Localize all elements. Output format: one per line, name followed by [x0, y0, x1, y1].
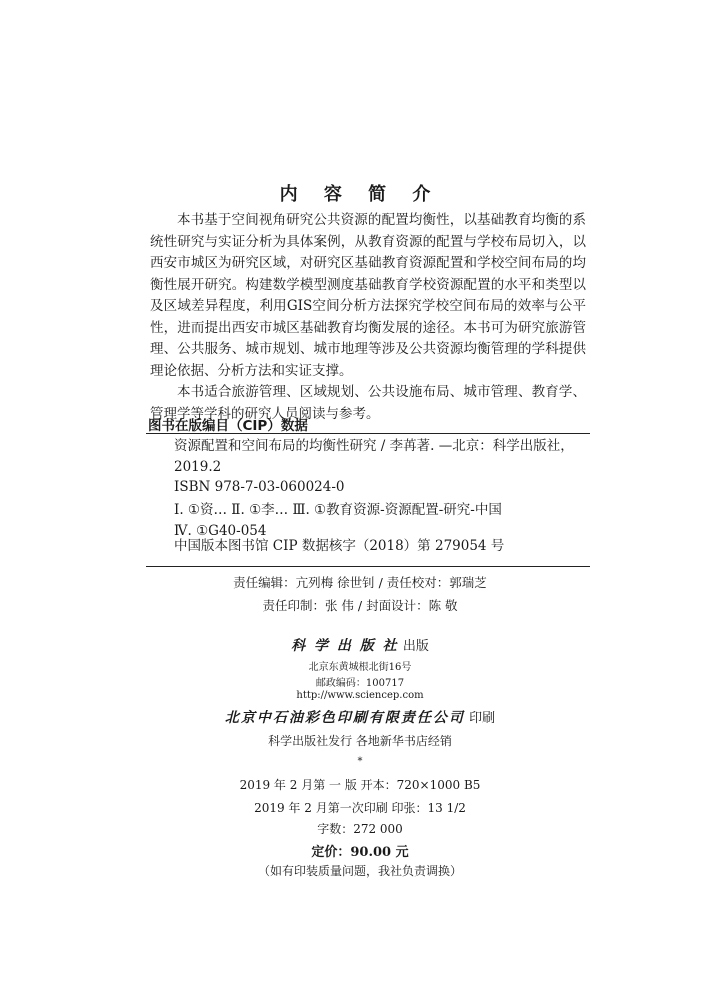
edition-line-1: 2019 年 2 月第 一 版 开本：720×1000 B5: [239, 778, 481, 792]
cip-heading: 图书在版编目（CIP）数据: [148, 418, 308, 434]
intro-paragraph-2: 本书适合旅游管理、区域规划、公共设施布局、城市管理、教育学、管理学等学科的研究人员阅读与参考。: [150, 384, 586, 422]
separator-star: *: [357, 756, 363, 767]
publisher-suffix: 出版: [402, 639, 429, 654]
intro-paragraph-1: 本书基于空间视角研究公共资源的配置均衡性，以基础教育均衡的系统性研究与实证分析为具体案例，从教育资源的配置与学校布局切入，以西安市城区为研究区域，对研究区基础教育资源配置和学校空间布局的均衡性展开研究。构建数学模型测度基础教育学校资源配置的水平和类型以及区域差异程度，利用GIS空间分析方法探究学校空间布局的效率与公平性，进而提出西安市城区基础教育均衡发展的途径。本书可为研究旅游管理、公共服务、城市规划、城市地理等涉及公共资源均衡管理的学科提供理论依据、分析方法和实证支撑。: [150, 212, 586, 379]
return-note: （如有印装质量问题，我社负责调换）: [257, 864, 462, 878]
printer-line: [0, 707, 720, 727]
publisher-line: [0, 635, 720, 655]
printer-suffix: 印刷: [469, 711, 496, 726]
cip-line-isbn: ISBN 978-7-03-060024-0: [174, 479, 345, 495]
staff-line-1: 责任编辑：亢列梅 徐世钊 / 责任校对：郭瑞芝: [233, 575, 487, 590]
cip-subject-1: Ⅰ. ①资… Ⅱ. ①李… Ⅲ. ①教育资源-资源配置-研究-中国: [174, 502, 502, 518]
cip-line-verify: 中国版本图书馆 CIP 数据核字（2018）第 279054 号: [174, 538, 505, 554]
word-count: 字数：272 000: [317, 822, 403, 836]
publisher-brand: 科 学 出 版 社: [291, 638, 399, 654]
cip-line-title: 资源配置和空间布局的均衡性研究 / 李苒著. —北京：科学出版社，2019.2: [174, 438, 574, 475]
intro-body: [150, 210, 586, 425]
printer-brand: 北京中石油彩色印刷有限责任公司: [224, 710, 465, 726]
intro-title: 内 容 简 介: [279, 184, 441, 205]
staff-line-2: 责任印制：张 伟 / 封面设计：陈 敬: [262, 598, 458, 613]
edition-line-2: 2019 年 2 月第一次印刷 印张：13 1/2: [254, 801, 466, 815]
publisher-address: 北京东黄城根北街16号: [308, 662, 412, 673]
price: 定价：90.00 元: [311, 845, 409, 860]
publisher-url: http://www.sciencep.com: [296, 690, 424, 701]
publisher-postcode: 邮政编码：100717: [315, 678, 405, 689]
distribution-line: 科学出版社发行 各地新华书店经销: [268, 734, 452, 748]
cip-subject-2: Ⅳ. ①G40-054: [174, 523, 267, 539]
